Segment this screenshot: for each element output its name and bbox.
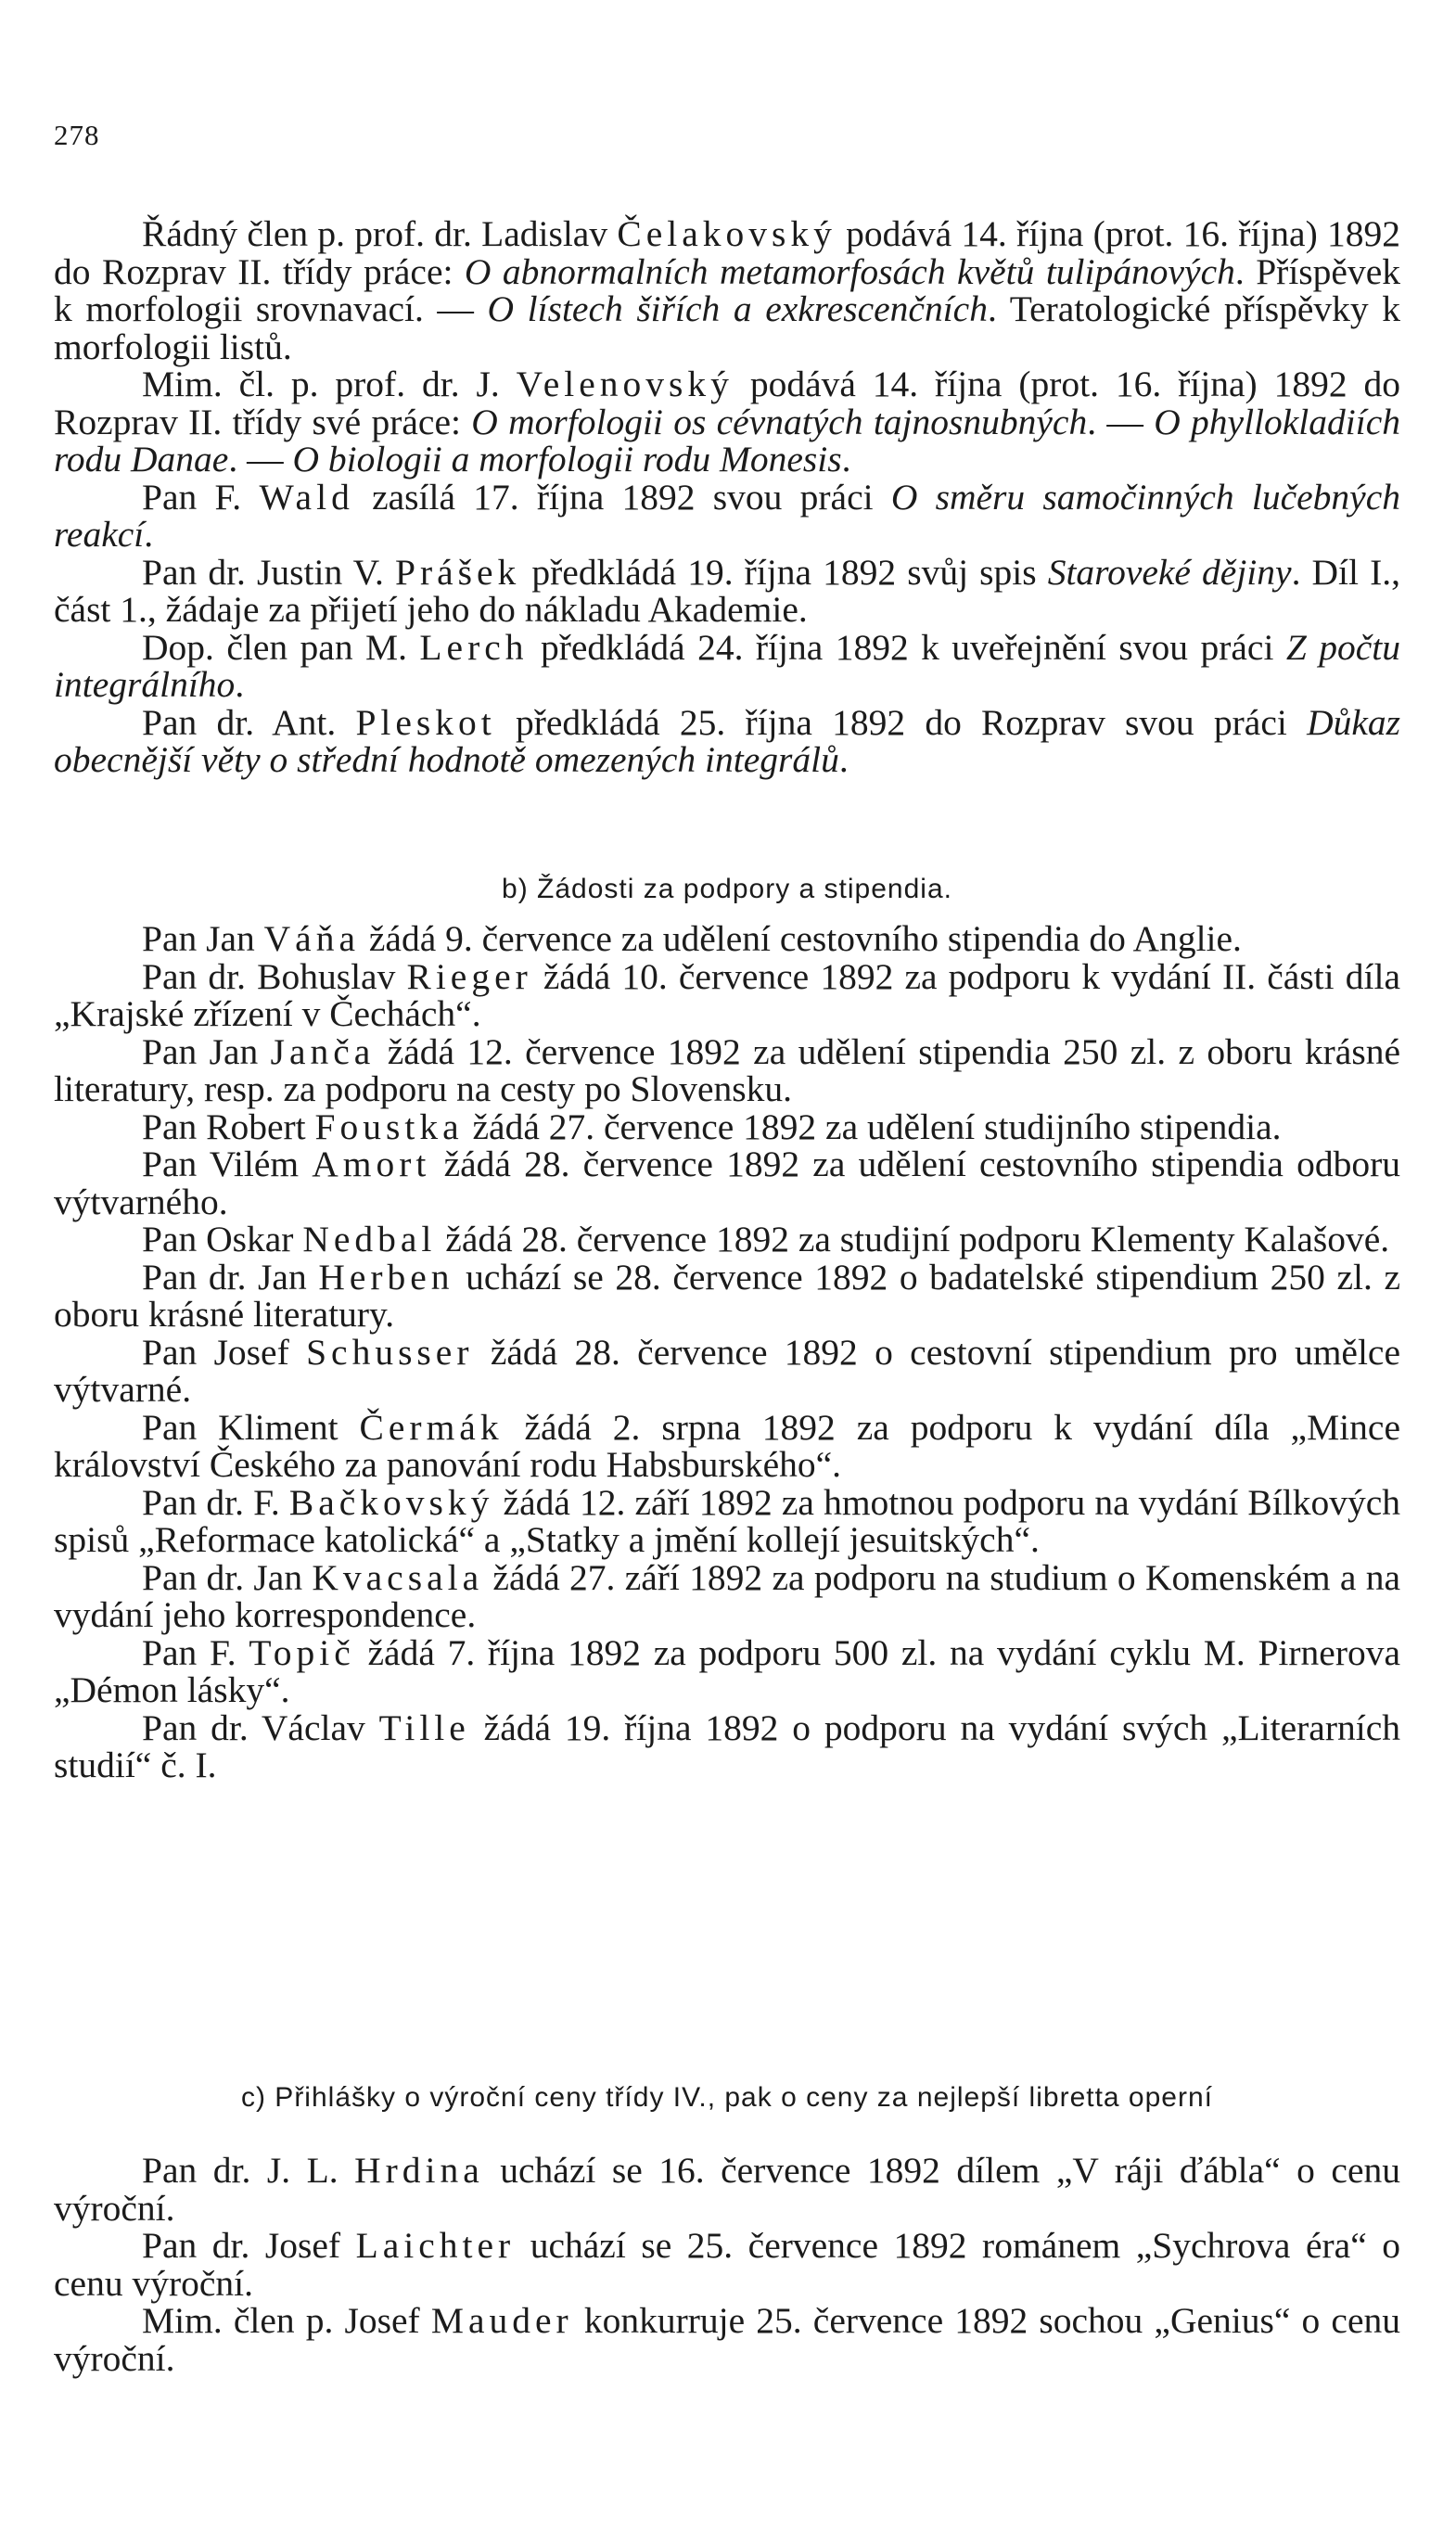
text-run: zasílá 17. října 1892 svou práci xyxy=(353,476,891,518)
work-title: Důkaz obecnější věty o střední hodnotě omezených integrálů xyxy=(54,701,1400,780)
text-run: žádá 27. září 1892 za podporu na studium o Komenském a na vydání jeho korrespondence. xyxy=(54,1556,1400,1635)
text-run: žádá 28. července 1892 za studijní podporu Klementy Kalašové. xyxy=(436,1219,1390,1259)
paragraph xyxy=(54,1631,1401,1710)
text-run: Pan dr. F. xyxy=(142,1481,289,1523)
paragraph xyxy=(54,1709,1400,1784)
text-run: . xyxy=(144,514,154,555)
text-run: konkurruje 25. července 1892 sochou „Genius“ o cenu výroční. xyxy=(54,2300,1400,2379)
work-title: O morfologii os cévnatých tajnosnubných xyxy=(471,401,1088,442)
paragraph xyxy=(54,701,1400,780)
text-run: uchází se 16. července 1892 dílem „V ráji ďábla“ o cenu výroční. xyxy=(54,2150,1400,2229)
paragraph xyxy=(54,1221,1400,1259)
text-run: Mim. čl. p. prof. dr. J. xyxy=(142,364,517,404)
text-run: podává 14. října (prot. 16. října) 1892 do Rozprav II. třídy práce: xyxy=(54,213,1400,292)
paragraph xyxy=(54,365,1400,479)
text-run: Pan Vilém xyxy=(142,1144,313,1184)
text-run: žádá 28. července 1892 o cestovní stipendium pro umělce výtvarné. xyxy=(54,1331,1400,1410)
heading-c-text: c) Přihlášky o výroční ceny třídy IV., pak o ceny za nejlepší libretta operní xyxy=(240,2082,1213,2113)
text-run: . — xyxy=(1087,401,1155,442)
text-run: Pan Kliment xyxy=(142,1406,360,1448)
text-run: Pan dr. Justin V. xyxy=(142,551,395,593)
person-name: Herben xyxy=(318,1256,454,1297)
text-run: Pan F. xyxy=(142,476,260,518)
text-run: Pan Robert xyxy=(142,1106,315,1147)
text-run: Pan dr. Ant. xyxy=(142,701,356,743)
person-name: Čelakovský xyxy=(617,213,837,254)
paragraph xyxy=(54,2302,1400,2377)
paragraph xyxy=(54,1256,1400,1335)
person-name: Laichter xyxy=(355,2225,516,2266)
text-run: . Teratologické příspěvky k morfologii listů. xyxy=(54,288,1400,367)
text-run: Pan Josef xyxy=(142,1331,307,1373)
person-name: Amort xyxy=(312,1144,431,1184)
person-name: Váňa xyxy=(263,918,360,959)
person-name: Tille xyxy=(378,1707,470,1748)
text-run: . xyxy=(838,739,849,780)
text-run: Pan F. xyxy=(142,1631,249,1673)
text-run: Mim. člen p. Josef xyxy=(142,2300,431,2341)
text-run: podává 14. října (prot. 16. října) 1892 do Rozprav II. třídy své práce: xyxy=(54,364,1400,442)
text-run: Pan dr. Jan xyxy=(142,1556,313,1598)
text-run: žádá 7. října 1892 za podporu 500 zl. na vydání cyklu M. Pirnerova „Démon lásky“. xyxy=(54,1631,1401,1710)
paragraph xyxy=(54,476,1400,555)
paragraph xyxy=(54,626,1401,705)
text-run: uchází se 28. července 1892 o badatelské stipendium 250 zl. z oboru krásné literatury. xyxy=(54,1256,1400,1335)
section-c-heading xyxy=(54,2082,1400,2114)
text-run: Pan dr. J. L. xyxy=(142,2150,355,2191)
person-name: Pleskot xyxy=(355,701,496,743)
paragraph xyxy=(54,1331,1400,1410)
paragraph xyxy=(54,1108,1400,1146)
text-run: Pan dr. Václav xyxy=(142,1707,379,1748)
person-name: Prášek xyxy=(394,551,521,593)
text-run: žádá 19. října 1892 o podporu na vydání svých „Literarních studií“ č. I. xyxy=(54,1707,1400,1785)
paragraph xyxy=(54,920,1400,958)
text-run: žádá 2. srpna 1892 za podporu k vydání díla „Mince království Českého za panování rodu Habsburského“. xyxy=(54,1406,1400,1485)
person-name: Wald xyxy=(259,476,354,518)
person-name: Čermák xyxy=(359,1406,504,1448)
work-title: Staroveké dějiny xyxy=(1047,551,1292,593)
paragraph xyxy=(54,1556,1400,1635)
work-title: O biologii a morfologii rodu Monesis xyxy=(292,439,842,479)
text-run: Dop. člen pan M. xyxy=(142,626,420,668)
section-b-requests xyxy=(54,920,1400,1784)
text-run: Pan dr. Bohuslav xyxy=(142,955,407,997)
work-title: O phyllokladiích rodu Danae xyxy=(54,401,1401,479)
work-title: Z počtu integrálního xyxy=(54,626,1401,705)
paragraph xyxy=(54,2227,1400,2302)
text-run: . xyxy=(235,664,245,705)
person-name: Hrdina xyxy=(354,2150,484,2191)
paragraph xyxy=(54,2152,1400,2227)
person-name: Foustka xyxy=(314,1106,464,1147)
text-run: Pan dr. Josef xyxy=(142,2225,356,2266)
text-run: . Příspěvek k morfologii srovnavací. — xyxy=(54,250,1400,329)
text-run: žádá 28. července 1892 za udělení cestovního stipendia odboru výtvarného. xyxy=(54,1144,1400,1222)
person-name: Lerch xyxy=(419,626,529,668)
text-run: Pan Jan xyxy=(142,918,264,959)
person-name: Kvacsala xyxy=(312,1556,484,1598)
person-name: Rieger xyxy=(406,955,532,997)
page-number: 278 xyxy=(54,119,100,151)
text-run: Řádný člen p. prof. dr. Ladislav xyxy=(142,213,618,254)
work-title: O lístech šiřích a exkrescenčních xyxy=(487,288,988,329)
text-run: Pan Oskar xyxy=(142,1219,303,1259)
person-name: Nedbal xyxy=(302,1219,437,1259)
person-name: Bačkovský xyxy=(288,1481,494,1523)
text-run: předkládá 24. října 1892 k uveřejnění svou práci xyxy=(528,626,1286,668)
paragraph xyxy=(54,215,1400,365)
text-run: žádá 9. července za udělení cestovního stipendia do Anglie. xyxy=(360,918,1242,959)
text-run: . — xyxy=(228,439,293,479)
section-b-heading xyxy=(54,874,1400,905)
text-run: žádá 10. července 1892 za podporu k vydání II. části díla „Krajské zřízení v Čechách“. xyxy=(54,955,1400,1034)
text-run: . xyxy=(841,439,851,479)
text-run: uchází se 25. července 1892 románem „Sychrova éra“ o cenu výroční. xyxy=(54,2225,1401,2304)
text-run: žádá 27. července 1892 za udělení studijního stipendia. xyxy=(463,1106,1282,1147)
paragraph xyxy=(54,1481,1400,1560)
text-run: předkládá 19. října 1892 svůj spis xyxy=(520,551,1048,593)
work-title: O směru samočinných lučebných reakcí xyxy=(54,476,1400,555)
person-name: Schusser xyxy=(306,1331,474,1373)
section-a-submissions xyxy=(54,215,1400,779)
text-run: žádá 12. července 1892 za udělení stipendia 250 zl. z oboru krásné literatury, resp. za podporu na cesty po Slovensku. xyxy=(54,1030,1400,1109)
text-run: Pan Jan xyxy=(142,1030,271,1072)
paragraph xyxy=(54,1030,1400,1109)
text-run: předkládá 25. října 1892 do Rozprav svou práci xyxy=(495,701,1308,743)
text-run: Pan dr. Jan xyxy=(142,1256,319,1297)
person-name: Velenovský xyxy=(516,364,734,404)
person-name: Mauder xyxy=(430,2300,573,2341)
paragraph xyxy=(54,1145,1400,1221)
heading-b-text: b) Žádosti za podpory a stipendia. xyxy=(502,874,952,904)
text-run: . Díl I., část 1., žádaje za přijetí jeho do nákladu Akademie. xyxy=(54,551,1400,630)
person-name: Janča xyxy=(270,1030,376,1072)
paragraph xyxy=(54,1406,1400,1485)
section-c-applications xyxy=(54,2152,1400,2377)
paragraph xyxy=(54,955,1400,1034)
work-title: O abnormalních metamorfosách květů tulipánových xyxy=(464,250,1235,292)
text-run: žádá 12. září 1892 za hmotnou podporu na vydání Bílkových spisů „Reformace katolická“ a „Statky a jmění kollejí jesuitských“. xyxy=(54,1481,1400,1560)
person-name: Topič xyxy=(249,1631,355,1673)
paragraph xyxy=(54,551,1400,630)
